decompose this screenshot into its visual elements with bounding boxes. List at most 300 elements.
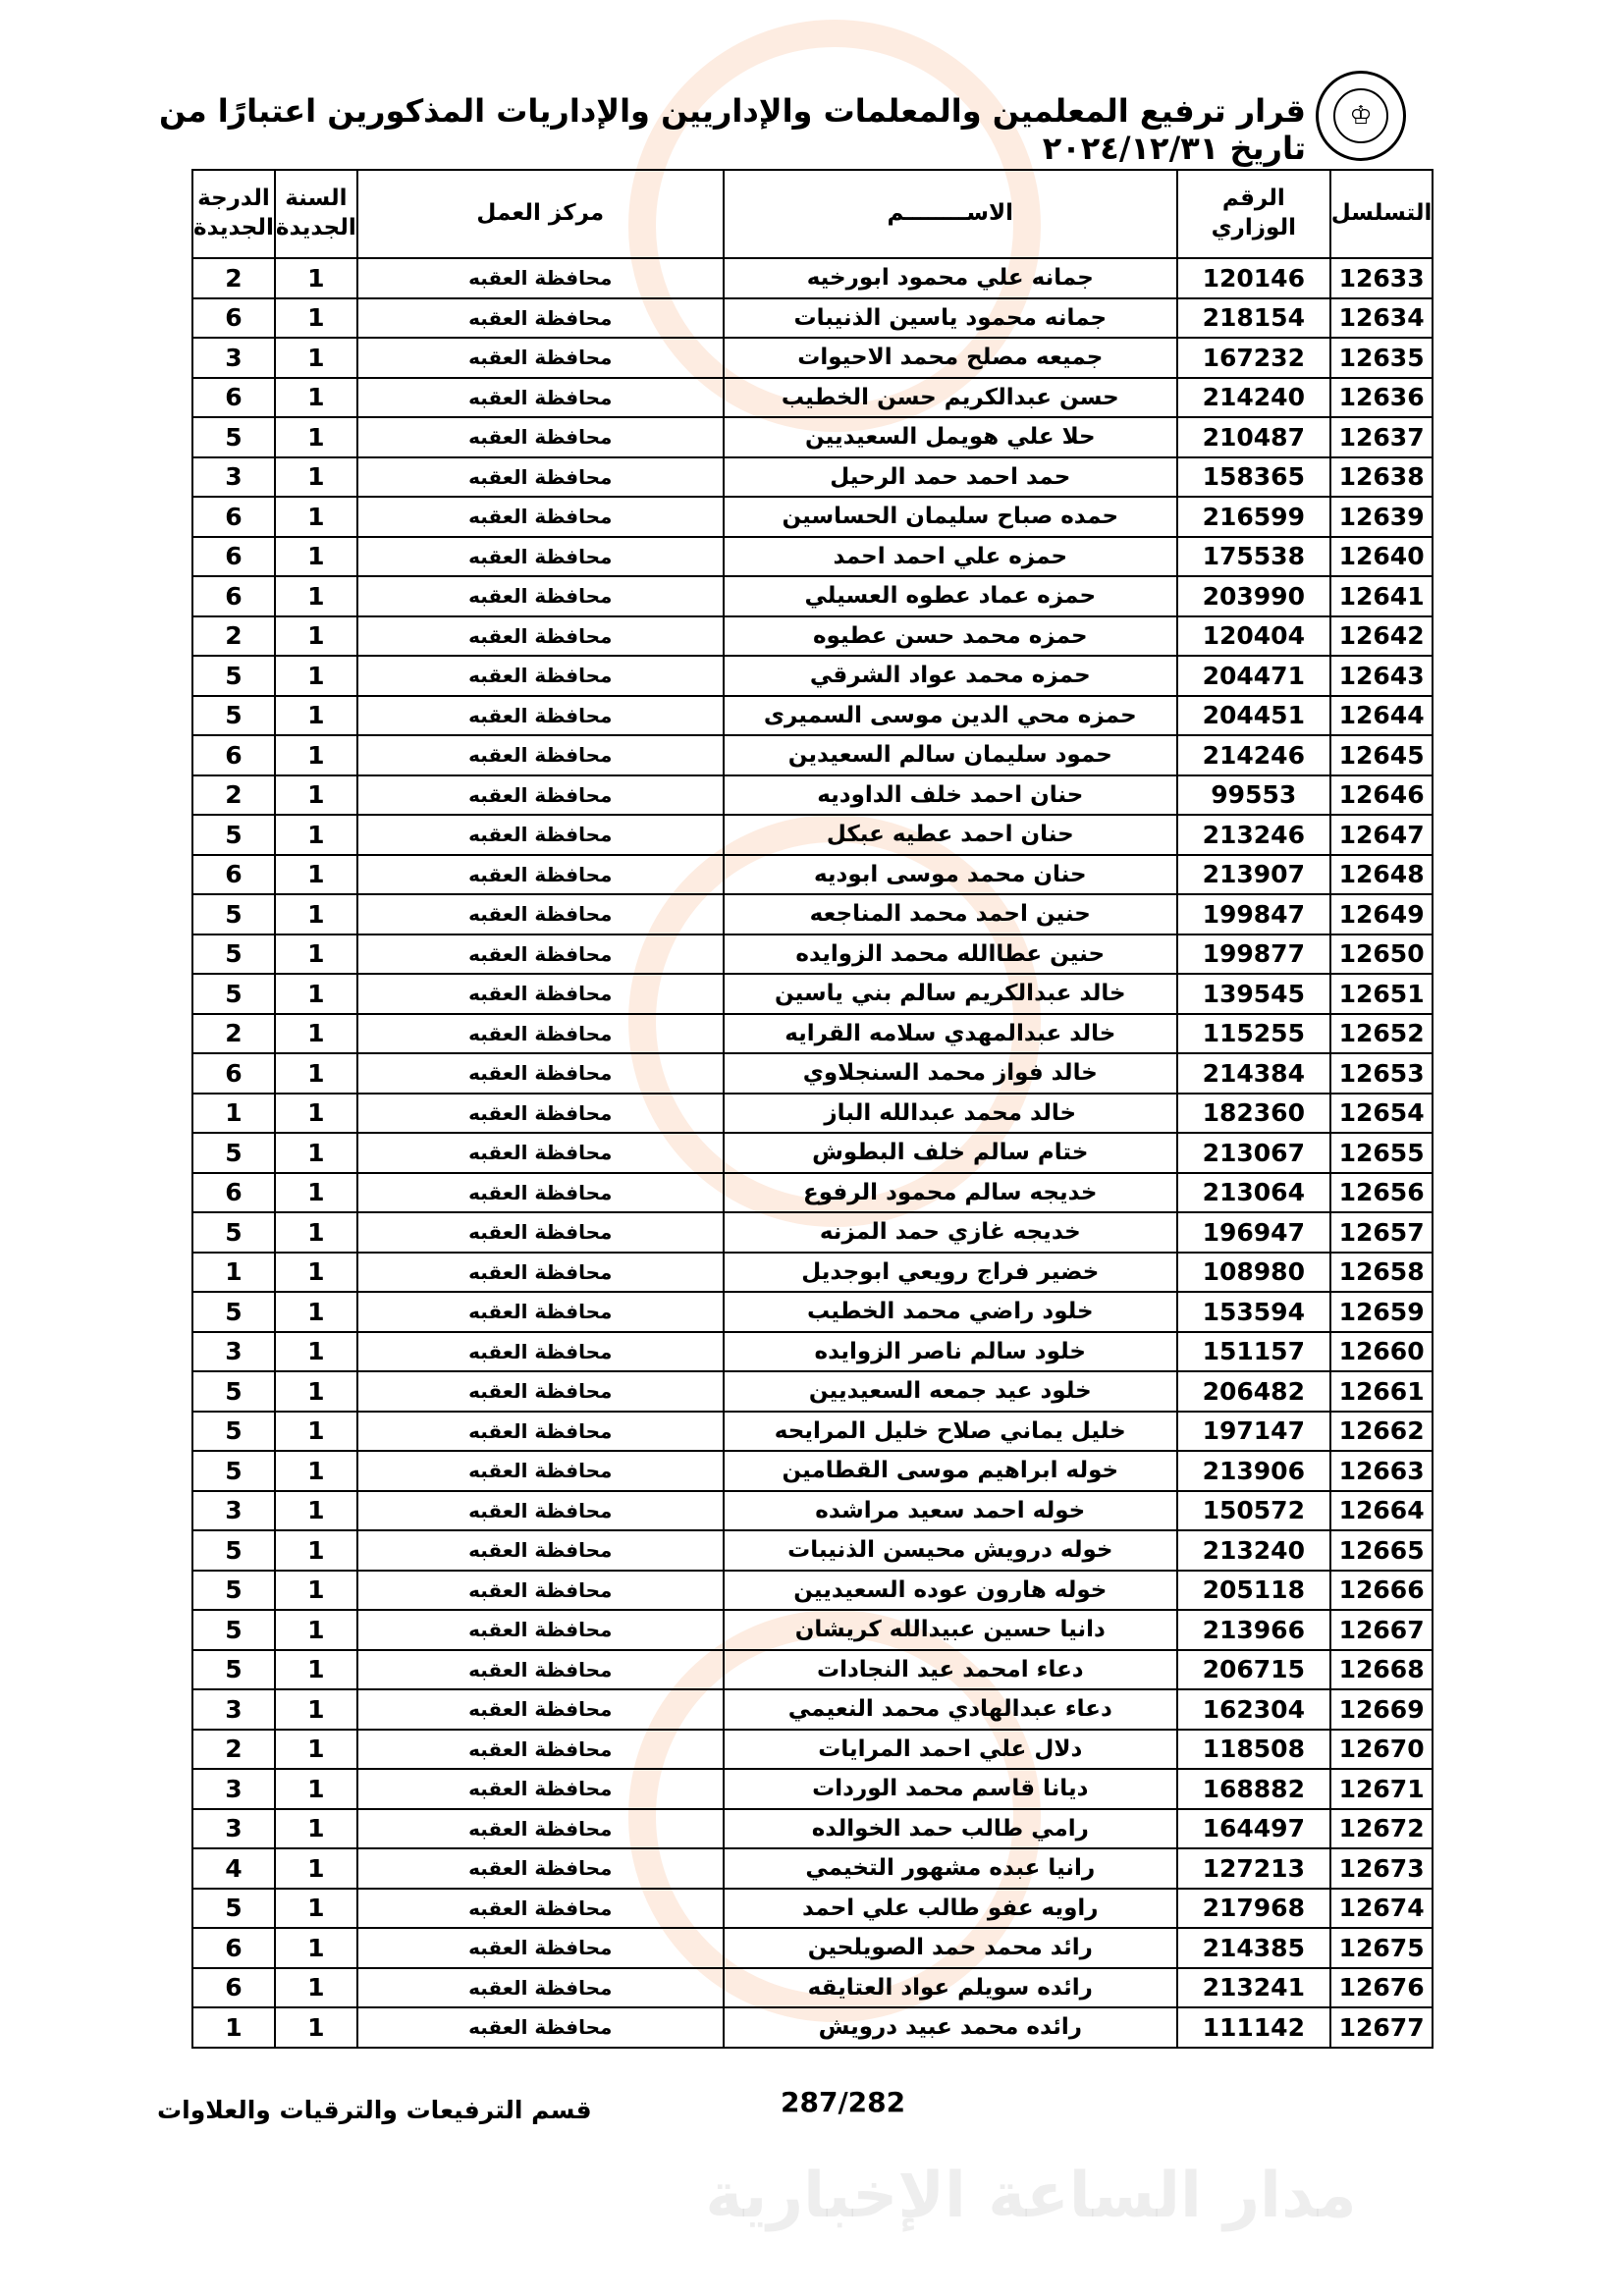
cell-new-grade: 5 <box>192 1212 275 1253</box>
cell-new-grade: 5 <box>192 894 275 934</box>
table-row <box>192 1133 1433 1173</box>
header-work-center: مركز العمل <box>357 170 724 258</box>
cell-new-grade: 2 <box>192 1014 275 1054</box>
cell-new-year: 1 <box>275 1491 357 1531</box>
cell-new-grade: 5 <box>192 934 275 975</box>
cell-new-grade: 3 <box>192 1769 275 1809</box>
ministry-seal-logo <box>1316 71 1406 161</box>
cell-new-grade: 2 <box>192 1730 275 1770</box>
cell-new-year: 1 <box>275 1848 357 1889</box>
table-row <box>192 1689 1433 1730</box>
header-ministry-id: الرقم الوزاري <box>1177 170 1330 258</box>
cell-serial: 12674 <box>1330 1889 1434 1929</box>
table-row <box>192 616 1433 657</box>
cell-name: خالد فواز محمد السنجلاوي <box>724 1053 1177 1094</box>
cell-work-center: محافظة العقبه <box>357 1610 724 1650</box>
cell-name: خليل يماني صلاح خليل المرايحه <box>724 1412 1177 1452</box>
cell-work-center: محافظة العقبه <box>357 1809 724 1849</box>
cell-serial: 12633 <box>1330 258 1434 298</box>
cell-ministry-id: 139545 <box>1177 974 1330 1014</box>
cell-new-year: 1 <box>275 457 357 498</box>
cell-new-year: 1 <box>275 417 357 457</box>
table-header-row <box>192 170 1433 258</box>
cell-new-year: 1 <box>275 855 357 895</box>
cell-name: حمد احمد حمد الرحيل <box>724 457 1177 498</box>
cell-new-grade: 6 <box>192 378 275 418</box>
cell-new-year: 1 <box>275 1371 357 1412</box>
cell-work-center: محافظة العقبه <box>357 1292 724 1332</box>
cell-new-year: 1 <box>275 1332 357 1372</box>
cell-new-year: 1 <box>275 775 357 816</box>
cell-name: خالد عبدالكريم سالم بني ياسين <box>724 974 1177 1014</box>
cell-name: خوله احمد سعيد مراشده <box>724 1491 1177 1531</box>
cell-new-year: 1 <box>275 258 357 298</box>
table-row <box>192 457 1433 498</box>
cell-ministry-id: 213067 <box>1177 1133 1330 1173</box>
cell-serial: 12638 <box>1330 457 1434 498</box>
cell-new-grade: 6 <box>192 1053 275 1094</box>
cell-serial: 12676 <box>1330 1968 1434 2008</box>
cell-work-center: محافظة العقبه <box>357 1491 724 1531</box>
cell-name: دانيا حسين عبيدالله كريشان <box>724 1610 1177 1650</box>
table-row <box>192 1332 1433 1372</box>
cell-new-grade: 1 <box>192 1094 275 1134</box>
cell-serial: 12647 <box>1330 815 1434 855</box>
cell-name: حمده صباح سليمان الحساسين <box>724 497 1177 537</box>
cell-work-center: محافظة العقبه <box>357 537 724 577</box>
cell-new-grade: 5 <box>192 1889 275 1929</box>
cell-serial: 12661 <box>1330 1371 1434 1412</box>
table-row <box>192 1412 1433 1452</box>
cell-name: رائده محمد عبيد درويش <box>724 2007 1177 2048</box>
cell-new-year: 1 <box>275 696 357 736</box>
cell-new-year: 1 <box>275 1451 357 1491</box>
cell-name: دعاء عبدالهادي محمد النعيمي <box>724 1689 1177 1730</box>
cell-name: ختام سالم خلف البطوش <box>724 1133 1177 1173</box>
cell-work-center: محافظة العقبه <box>357 1889 724 1929</box>
cell-name: راويه عفو طالب علي احمد <box>724 1889 1177 1929</box>
cell-ministry-id: 216599 <box>1177 497 1330 537</box>
cell-serial: 12645 <box>1330 735 1434 775</box>
table-row <box>192 1571 1433 1611</box>
table-row <box>192 775 1433 816</box>
cell-new-year: 1 <box>275 1292 357 1332</box>
header-name: الاســــــــم <box>724 170 1177 258</box>
cell-ministry-id: 218154 <box>1177 298 1330 339</box>
table-row <box>192 1769 1433 1809</box>
cell-ministry-id: 217968 <box>1177 1889 1330 1929</box>
cell-serial: 12669 <box>1330 1689 1434 1730</box>
cell-new-grade: 1 <box>192 2007 275 2048</box>
cell-work-center: محافظة العقبه <box>357 1014 724 1054</box>
cell-new-grade: 6 <box>192 537 275 577</box>
table-row <box>192 258 1433 298</box>
cell-serial: 12668 <box>1330 1650 1434 1690</box>
cell-ministry-id: 162304 <box>1177 1689 1330 1730</box>
cell-new-year: 1 <box>275 1014 357 1054</box>
cell-serial: 12641 <box>1330 576 1434 616</box>
cell-ministry-id: 206482 <box>1177 1371 1330 1412</box>
cell-new-grade: 5 <box>192 1530 275 1571</box>
cell-work-center: محافظة العقبه <box>357 616 724 657</box>
cell-new-grade: 4 <box>192 1848 275 1889</box>
cell-name: حنان احمد عطيه عبكل <box>724 815 1177 855</box>
cell-name: حمزه محمد عواد الشرقي <box>724 656 1177 696</box>
cell-new-year: 1 <box>275 1730 357 1770</box>
table-row <box>192 1610 1433 1650</box>
cell-ministry-id: 206715 <box>1177 1650 1330 1690</box>
cell-new-grade: 5 <box>192 656 275 696</box>
header-new-year: السنة الجديدة <box>275 170 357 258</box>
cell-serial: 12658 <box>1330 1253 1434 1293</box>
cell-new-grade: 2 <box>192 775 275 816</box>
cell-work-center: محافظة العقبه <box>357 1571 724 1611</box>
cell-ministry-id: 120146 <box>1177 258 1330 298</box>
cell-serial: 12644 <box>1330 696 1434 736</box>
cell-ministry-id: 214246 <box>1177 735 1330 775</box>
table-row <box>192 1491 1433 1531</box>
cell-serial: 12646 <box>1330 775 1434 816</box>
cell-serial: 12653 <box>1330 1053 1434 1094</box>
cell-serial: 12650 <box>1330 934 1434 975</box>
cell-new-grade: 3 <box>192 1809 275 1849</box>
cell-serial: 12664 <box>1330 1491 1434 1531</box>
cell-name: حمزه محي الدين موسى السميرى <box>724 696 1177 736</box>
cell-new-grade: 5 <box>192 1371 275 1412</box>
cell-serial: 12677 <box>1330 2007 1434 2048</box>
cell-new-grade: 3 <box>192 457 275 498</box>
cell-serial: 12657 <box>1330 1212 1434 1253</box>
cell-new-grade: 5 <box>192 1610 275 1650</box>
table-row <box>192 735 1433 775</box>
cell-new-grade: 6 <box>192 855 275 895</box>
cell-work-center: محافظة العقبه <box>357 457 724 498</box>
cell-work-center: محافظة العقبه <box>357 1094 724 1134</box>
cell-ministry-id: 213246 <box>1177 815 1330 855</box>
cell-name: حنين احمد محمد المناجعه <box>724 894 1177 934</box>
cell-name: خلود سالم ناصر الزوايده <box>724 1332 1177 1372</box>
cell-name: خوله درويش محيسن الذنيبات <box>724 1530 1177 1571</box>
cell-new-grade: 5 <box>192 1292 275 1332</box>
cell-name: دلال علي احمد المرايات <box>724 1730 1177 1770</box>
cell-ministry-id: 213966 <box>1177 1610 1330 1650</box>
crown-icon: ♔ <box>1333 88 1388 143</box>
cell-ministry-id: 213241 <box>1177 1968 1330 2008</box>
cell-serial: 12648 <box>1330 855 1434 895</box>
cell-new-grade: 5 <box>192 1451 275 1491</box>
cell-serial: 12662 <box>1330 1412 1434 1452</box>
cell-serial: 12655 <box>1330 1133 1434 1173</box>
cell-ministry-id: 164497 <box>1177 1809 1330 1849</box>
cell-ministry-id: 158365 <box>1177 457 1330 498</box>
cell-name: حلا علي هويمل السعيديين <box>724 417 1177 457</box>
cell-serial: 12666 <box>1330 1571 1434 1611</box>
cell-ministry-id: 197147 <box>1177 1412 1330 1452</box>
cell-new-grade: 5 <box>192 1133 275 1173</box>
cell-ministry-id: 196947 <box>1177 1212 1330 1253</box>
cell-new-grade: 3 <box>192 1689 275 1730</box>
cell-ministry-id: 213907 <box>1177 855 1330 895</box>
cell-ministry-id: 213240 <box>1177 1530 1330 1571</box>
cell-serial: 12652 <box>1330 1014 1434 1054</box>
cell-serial: 12642 <box>1330 616 1434 657</box>
cell-new-year: 1 <box>275 1530 357 1571</box>
cell-ministry-id: 214385 <box>1177 1928 1330 1968</box>
cell-new-grade: 6 <box>192 298 275 339</box>
cell-work-center: محافظة العقبه <box>357 417 724 457</box>
cell-serial: 12673 <box>1330 1848 1434 1889</box>
table-row <box>192 1053 1433 1094</box>
cell-serial: 12663 <box>1330 1451 1434 1491</box>
cell-new-grade: 3 <box>192 1491 275 1531</box>
cell-name: رائده سويلم عواد العتايقه <box>724 1968 1177 2008</box>
cell-new-year: 1 <box>275 1571 357 1611</box>
cell-serial: 12656 <box>1330 1173 1434 1213</box>
cell-serial: 12636 <box>1330 378 1434 418</box>
cell-new-year: 1 <box>275 338 357 378</box>
cell-work-center: محافظة العقبه <box>357 338 724 378</box>
cell-new-year: 1 <box>275 576 357 616</box>
cell-new-grade: 6 <box>192 576 275 616</box>
cell-new-grade: 5 <box>192 815 275 855</box>
cell-new-year: 1 <box>275 735 357 775</box>
cell-new-year: 1 <box>275 1133 357 1173</box>
cell-work-center: محافظة العقبه <box>357 1530 724 1571</box>
cell-ministry-id: 214240 <box>1177 378 1330 418</box>
cell-name: حسن عبدالكريم حسن الخطيب <box>724 378 1177 418</box>
cell-ministry-id: 205118 <box>1177 1571 1330 1611</box>
cell-new-year: 1 <box>275 537 357 577</box>
cell-work-center: محافظة العقبه <box>357 378 724 418</box>
table-row <box>192 1650 1433 1690</box>
table-row <box>192 656 1433 696</box>
cell-ministry-id: 153594 <box>1177 1292 1330 1332</box>
cell-name: خوله هارون عوده السعيديين <box>724 1571 1177 1611</box>
cell-name: جمانه علي محمود ابورخيه <box>724 258 1177 298</box>
cell-new-grade: 6 <box>192 735 275 775</box>
cell-new-grade: 3 <box>192 1332 275 1372</box>
cell-serial: 12634 <box>1330 298 1434 339</box>
cell-ministry-id: 210487 <box>1177 417 1330 457</box>
cell-new-year: 1 <box>275 974 357 1014</box>
cell-ministry-id: 168882 <box>1177 1769 1330 1809</box>
cell-ministry-id: 99553 <box>1177 775 1330 816</box>
cell-new-year: 1 <box>275 616 357 657</box>
header-new-grade: الدرجة الجديدة <box>192 170 275 258</box>
table-row <box>192 537 1433 577</box>
cell-ministry-id: 115255 <box>1177 1014 1330 1054</box>
table-row <box>192 1809 1433 1849</box>
cell-name: خالد محمد عبدالله الباز <box>724 1094 1177 1134</box>
cell-name: رائد محمد حمد الصويلحين <box>724 1928 1177 1968</box>
table-row <box>192 378 1433 418</box>
table-row <box>192 1451 1433 1491</box>
cell-ministry-id: 150572 <box>1177 1491 1330 1531</box>
cell-new-grade: 1 <box>192 1253 275 1293</box>
table-row <box>192 1371 1433 1412</box>
cell-serial: 12639 <box>1330 497 1434 537</box>
cell-new-year: 1 <box>275 1053 357 1094</box>
cell-new-year: 1 <box>275 1889 357 1929</box>
cell-name: حنان محمد موسى ابوديه <box>724 855 1177 895</box>
cell-new-year: 1 <box>275 656 357 696</box>
cell-new-year: 1 <box>275 1928 357 1968</box>
cell-ministry-id: 214384 <box>1177 1053 1330 1094</box>
cell-new-grade: 5 <box>192 417 275 457</box>
cell-serial: 12671 <box>1330 1769 1434 1809</box>
table-row <box>192 1212 1433 1253</box>
cell-new-year: 1 <box>275 497 357 537</box>
cell-name: ديانا قاسم محمد الوردات <box>724 1769 1177 1809</box>
cell-work-center: محافظة العقبه <box>357 775 724 816</box>
cell-work-center: محافظة العقبه <box>357 258 724 298</box>
table-row <box>192 1730 1433 1770</box>
cell-name: حمود سليمان سالم السعيدين <box>724 735 1177 775</box>
cell-work-center: محافظة العقبه <box>357 497 724 537</box>
cell-work-center: محافظة العقبه <box>357 1968 724 2008</box>
table-row <box>192 974 1433 1014</box>
cell-name: جميعه مصلح محمد الاحيوات <box>724 338 1177 378</box>
table-row <box>192 855 1433 895</box>
cell-work-center: محافظة العقبه <box>357 735 724 775</box>
table-row <box>192 1928 1433 1968</box>
watermark-text: مدار الساعة الإخبارية <box>705 2160 1357 2232</box>
cell-name: خوله ابراهيم موسى القطامين <box>724 1451 1177 1491</box>
cell-new-grade: 2 <box>192 258 275 298</box>
cell-new-grade: 2 <box>192 616 275 657</box>
cell-name: دعاء امحمد عيد النجادات <box>724 1650 1177 1690</box>
cell-serial: 12667 <box>1330 1610 1434 1650</box>
cell-work-center: محافظة العقبه <box>357 855 724 895</box>
cell-new-grade: 3 <box>192 338 275 378</box>
cell-serial: 12635 <box>1330 338 1434 378</box>
cell-ministry-id: 204451 <box>1177 696 1330 736</box>
cell-new-year: 1 <box>275 1212 357 1253</box>
table-row <box>192 497 1433 537</box>
cell-new-year: 1 <box>275 1769 357 1809</box>
cell-name: رانيا عبده مشهور التخيمي <box>724 1848 1177 1889</box>
cell-work-center: محافظة العقبه <box>357 656 724 696</box>
table-row <box>192 417 1433 457</box>
cell-new-year: 1 <box>275 298 357 339</box>
cell-new-grade: 5 <box>192 1412 275 1452</box>
cell-work-center: محافظة العقبه <box>357 1730 724 1770</box>
cell-work-center: محافظة العقبه <box>357 1371 724 1412</box>
promotions-table <box>191 169 1434 2049</box>
cell-new-grade: 6 <box>192 1173 275 1213</box>
cell-work-center: محافظة العقبه <box>357 1133 724 1173</box>
cell-name: جمانه محمود ياسين الذنيبات <box>724 298 1177 339</box>
cell-ministry-id: 127213 <box>1177 1848 1330 1889</box>
cell-name: حنان احمد خلف الداوديه <box>724 775 1177 816</box>
cell-serial: 12672 <box>1330 1809 1434 1849</box>
cell-work-center: محافظة العقبه <box>357 696 724 736</box>
cell-work-center: محافظة العقبه <box>357 1212 724 1253</box>
cell-serial: 12640 <box>1330 537 1434 577</box>
cell-serial: 12670 <box>1330 1730 1434 1770</box>
cell-serial: 12659 <box>1330 1292 1434 1332</box>
cell-new-year: 1 <box>275 934 357 975</box>
cell-work-center: محافظة العقبه <box>357 1689 724 1730</box>
table-row <box>192 576 1433 616</box>
cell-ministry-id: 108980 <box>1177 1253 1330 1293</box>
cell-serial: 12675 <box>1330 1928 1434 1968</box>
cell-ministry-id: 204471 <box>1177 656 1330 696</box>
cell-work-center: محافظة العقبه <box>357 815 724 855</box>
cell-new-year: 1 <box>275 378 357 418</box>
table-row <box>192 1968 1433 2008</box>
cell-new-year: 1 <box>275 1094 357 1134</box>
cell-serial: 12637 <box>1330 417 1434 457</box>
cell-serial: 12649 <box>1330 894 1434 934</box>
table-row <box>192 894 1433 934</box>
cell-work-center: محافظة العقبه <box>357 1173 724 1213</box>
cell-name: خالد عبدالمهدي سلامه القرايه <box>724 1014 1177 1054</box>
cell-work-center: محافظة العقبه <box>357 2007 724 2048</box>
cell-work-center: محافظة العقبه <box>357 1053 724 1094</box>
cell-name: خديجه سالم محمود الرفوع <box>724 1173 1177 1213</box>
cell-name: خديجه غازي حمد المزنه <box>724 1212 1177 1253</box>
cell-serial: 12651 <box>1330 974 1434 1014</box>
cell-name: خلود عيد جمعه السعيديين <box>724 1371 1177 1412</box>
cell-ministry-id: 199877 <box>1177 934 1330 975</box>
cell-new-year: 1 <box>275 1412 357 1452</box>
cell-new-grade: 5 <box>192 696 275 736</box>
table-row <box>192 934 1433 975</box>
cell-serial: 12643 <box>1330 656 1434 696</box>
cell-work-center: محافظة العقبه <box>357 1769 724 1809</box>
cell-new-year: 1 <box>275 1968 357 2008</box>
table-row <box>192 1173 1433 1213</box>
table-row <box>192 1014 1433 1054</box>
table-row <box>192 1848 1433 1889</box>
cell-work-center: محافظة العقبه <box>357 934 724 975</box>
cell-ministry-id: 203990 <box>1177 576 1330 616</box>
page-title: قرار ترفيع المعلمين والمعلمات والإداريين والإداريات المذكورين اعتبارًا من تاريخ ٢٠٢٤/١٢/٣١ <box>159 92 1306 168</box>
cell-work-center: محافظة العقبه <box>357 1253 724 1293</box>
table-row <box>192 1889 1433 1929</box>
table-row <box>192 815 1433 855</box>
cell-new-year: 1 <box>275 1689 357 1730</box>
table-row <box>192 1094 1433 1134</box>
cell-work-center: محافظة العقبه <box>357 1848 724 1889</box>
cell-ministry-id: 151157 <box>1177 1332 1330 1372</box>
header-serial: التسلسل <box>1330 170 1434 258</box>
cell-name: حمزه عماد عطوه العسيلي <box>724 576 1177 616</box>
table-row <box>192 298 1433 339</box>
cell-ministry-id: 182360 <box>1177 1094 1330 1134</box>
cell-work-center: محافظة العقبه <box>357 576 724 616</box>
page-number: 287/282 <box>781 2086 906 2118</box>
cell-work-center: محافظة العقبه <box>357 298 724 339</box>
cell-new-year: 1 <box>275 1253 357 1293</box>
cell-new-year: 1 <box>275 1809 357 1849</box>
cell-serial: 12660 <box>1330 1332 1434 1372</box>
cell-ministry-id: 120404 <box>1177 616 1330 657</box>
cell-ministry-id: 175538 <box>1177 537 1330 577</box>
cell-work-center: محافظة العقبه <box>357 894 724 934</box>
cell-work-center: محافظة العقبه <box>357 1332 724 1372</box>
table-row <box>192 1530 1433 1571</box>
cell-ministry-id: 213906 <box>1177 1451 1330 1491</box>
cell-ministry-id: 199847 <box>1177 894 1330 934</box>
cell-new-grade: 6 <box>192 1968 275 2008</box>
cell-new-year: 1 <box>275 1650 357 1690</box>
cell-new-grade: 5 <box>192 974 275 1014</box>
cell-new-year: 1 <box>275 1173 357 1213</box>
cell-work-center: محافظة العقبه <box>357 1928 724 1968</box>
cell-serial: 12654 <box>1330 1094 1434 1134</box>
